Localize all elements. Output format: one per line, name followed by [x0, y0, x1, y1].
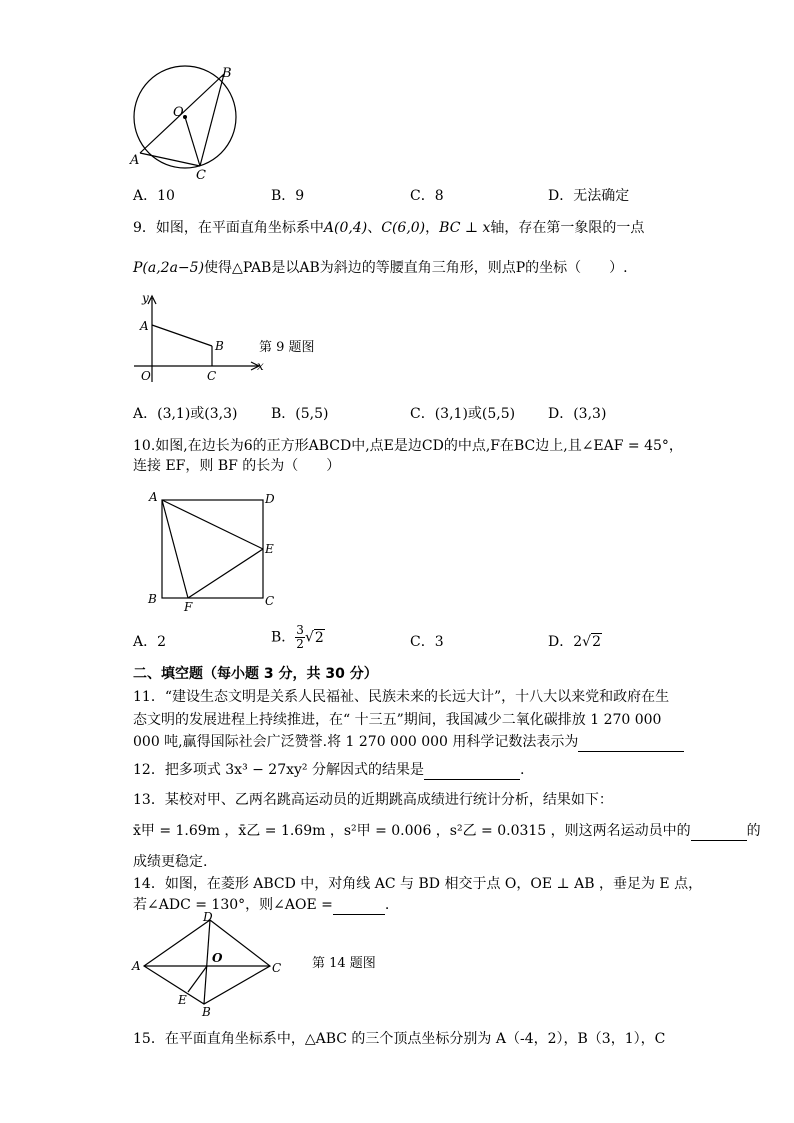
q14-label-d: D — [203, 910, 213, 924]
q9-label-y: y — [142, 291, 149, 305]
q9-question-line2: P(a,2a−5)使得△PAB是以AB为斜边的等腰直角三角形，则点P的坐标（ ）. — [133, 260, 628, 276]
q9-question-line1: 9．如图，在平面直角坐标系中A(0,4)、C(6,0)，BC ⊥ x轴，存在第一象限的一点 — [133, 220, 645, 236]
q8-label-o: O — [173, 105, 184, 120]
q8-seg-AC — [140, 153, 200, 166]
q10-option-b: B． $\frac{3}{2}$ √2 — [271, 623, 324, 651]
q8-label-a: A — [130, 153, 140, 168]
q9-label-b: B — [215, 339, 224, 353]
q10-label-e: E — [265, 542, 274, 556]
q11-line1: 11．“建设生态文明是关系人民福祉、民族未来的长远大计”，十八大以来党和政府在生 — [133, 689, 670, 705]
q11-answer-blank[interactable] — [578, 737, 684, 752]
q9-option-b: B．(5,5) — [271, 406, 329, 422]
q14-diag-BD — [204, 920, 210, 1004]
q14-label-c: C — [272, 961, 282, 975]
q10-question-line2: 连接 EF，则 BF 的长为（ ） — [133, 458, 341, 474]
q14-label-b: B — [202, 1005, 211, 1019]
q8-seg-BC — [200, 74, 224, 166]
q10-square — [162, 500, 263, 598]
q15-line1: 15．在平面直角坐标系中，△ABC 的三个顶点坐标分别为 A（-4，2），B（3，1），C — [133, 1031, 666, 1047]
q10-square-figure — [144, 488, 284, 614]
q10-label-c: C — [265, 594, 275, 608]
q12-line: 12．把多项式 3x³ − 27xy² 分解因式的结果是 . — [133, 762, 525, 778]
q10-option-d: D．2√2 — [548, 634, 601, 650]
q14-answer-blank[interactable] — [333, 900, 385, 915]
section2-title: 二、填空题（每小题 3 分，共 30 分） — [133, 666, 378, 682]
q12-answer-blank[interactable] — [424, 765, 520, 780]
q14-seg-OE — [188, 966, 207, 992]
q10-seg-AE — [162, 500, 263, 549]
q8-seg-OC — [185, 117, 200, 166]
q9-option-d: D．(3,3) — [548, 406, 607, 422]
q9-label-a: A — [140, 319, 149, 333]
q9-option-a: A．(3,1)或(3,3) — [133, 406, 238, 422]
q9-seg-AB — [152, 325, 212, 346]
q13-answer-blank[interactable] — [691, 826, 747, 841]
q13-stats-line: x̄甲 = 1.69m ，x̄乙 = 1.69m ，s²甲 = 0.006 ，s²乙 = 0.0315 ，则这两名运动员中的 的 — [133, 823, 761, 839]
q11-line3: 000 吨,赢得国际社会广泛赞誉.将 1 270 000 000 用科学记数法表示为 — [133, 732, 684, 752]
q10-option-a: A．2 — [133, 634, 167, 650]
q14-line1: 14．如图，在菱形 ABCD 中，对角线 AC 与 BD 相交于点 O，OE ⊥ AB ，垂足为 E 点， — [133, 876, 703, 892]
q8-label-b: B — [222, 66, 232, 81]
q14-label-o: O — [212, 951, 223, 965]
q9-coordinate-figure — [130, 290, 270, 385]
q10-seg-AF — [162, 500, 188, 598]
q14-rhombus-figure — [130, 910, 290, 1020]
q10-label-b: B — [148, 592, 157, 606]
q14-label-a: A — [132, 959, 141, 973]
q10-label-a: A — [149, 490, 158, 504]
q8-option-c: C．8 — [410, 188, 444, 204]
q13-line1: 13．某校对甲、乙两名跳高运动员的近期跳高成绩进行统计分析，结果如下： — [133, 792, 613, 808]
q9-label-o: O — [141, 369, 151, 383]
q10-label-d: D — [265, 492, 275, 506]
q8-circle-figure — [128, 62, 243, 182]
q10-question-line1: 10.如图,在边长为6的正方形ABCD中,点E是边CD的中点,F在BC边上,且∠EAF = 45°， — [133, 438, 683, 454]
q9-label-c: C — [207, 369, 217, 383]
q10-label-f: F — [184, 600, 193, 614]
q8-option-d: D．无法确定 — [548, 188, 630, 204]
q8-option-b: B．9 — [271, 188, 305, 204]
q9-label-x: x — [257, 359, 264, 373]
q11-line2: 态文明的发展进程上持续推进，在“ 十三五”期间，我国减少二氧化碳排放 1 270 000 — [133, 712, 662, 728]
q9-option-c: C．(3,1)或(5,5) — [410, 406, 516, 422]
q13-line3: 成绩更稳定. — [133, 854, 208, 870]
q8-option-a: A．10 — [133, 188, 175, 204]
q9-figure-caption: 第 9 题图 — [259, 340, 315, 355]
q14-label-e: E — [178, 993, 187, 1007]
q10-seg-FE — [188, 549, 263, 598]
q8-label-c: C — [196, 168, 206, 182]
q10-option-c: C．3 — [410, 634, 444, 650]
q14-figure-caption: 第 14 题图 — [312, 956, 376, 971]
q14-line2: 若∠ADC = 130°，则∠AOE = . — [133, 897, 390, 913]
